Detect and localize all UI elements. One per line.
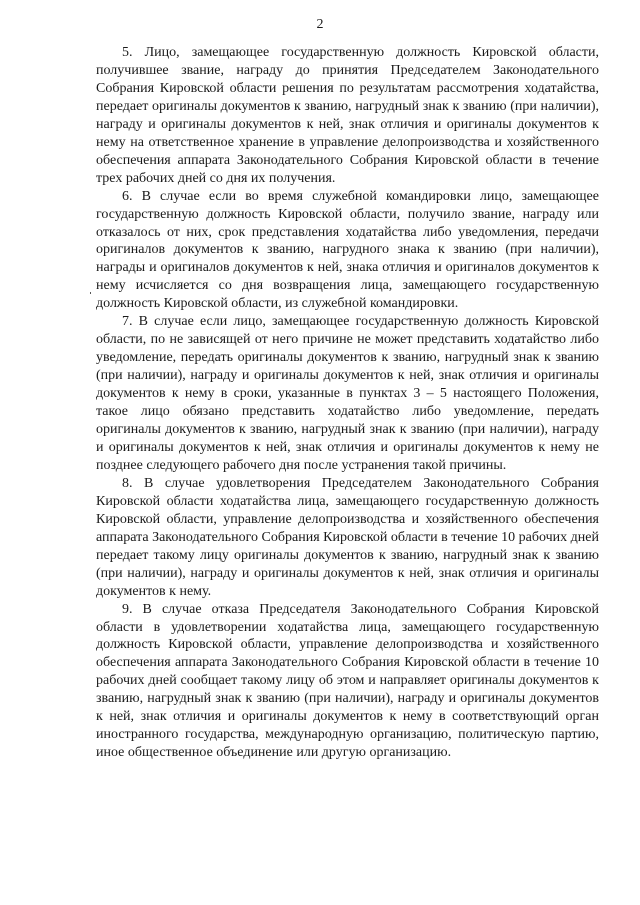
paragraph-8: 8. В случае удовлетворения Председателем Законодательного Собрания Кировской области ходатайства лица, замещающего государственную должность Кировской области, управление делопроизводства и хозяйственного обеспечения аппарата Законодательного Собрания Кировской области в течение 10 рабочих дней передает такому лицу оригиналы документов к званию, нагрудный знак к званию (при наличии), награду и оригиналы документов к ней, знак отличия и оригиналы документов к нему.	[96, 475, 599, 599]
margin-mark	[90, 292, 91, 294]
document-body	[96, 44, 599, 762]
paragraph-9: 9. В случае отказа Председателя Законодательного Собрания Кировской области в удовлетворении ходатайства лица, замещающего государственную должность Кировской области, управление делопроизводства и хозяйственного обеспечения аппарата Законодательного Собрания Кировской области в течение 10 рабочих дней сообщает такому лицу об этом и направляет оригиналы документов к званию, нагрудный знак к званию (при наличии), награду и оригиналы документов к ней, знак отличия и оригиналы документов к нему в соответствующий орган иностранного государства, международную организацию, политическую партию, иное общественное объединение или другую организацию.	[96, 601, 599, 761]
paragraph-6: 6. В случае если во время служебной командировки лицо, замещающее государственную должность Кировской области, получило звание, награду или отказалось от них, срок представления ходатайства либо уведомления, передачи оригиналов документов к званию, нагрудного знака к званию (при наличии), награды и оригиналов документов к ней, знака отличия и оригиналов документов к нему исчисляется со дня возвращения лица, замещающего государственную должность Кировской области, из служебной командировки.	[96, 188, 599, 312]
page-number: 2	[316, 17, 324, 32]
paragraph-7: 7. В случае если лицо, замещающее государственную должность Кировской области, по не зависящей от него причине не может представить ходатайство либо уведомление, передать оригиналы документов к званию, нагрудный знак к званию (при наличии), награду и оригиналы документов к ней, знак отличия и оригиналы документов к нему в сроки, указанные в пунктах 3 – 5 настоящего Положения, такое лицо обязано представить ходатайство либо уведомление, передать оригиналы документов к званию, нагрудный знак к званию (при наличии), награду и оригиналы документов к ней, знак отличия и оригиналы документов к нему не позднее следующего рабочего дня после устранения такой причины.	[96, 314, 599, 473]
paragraph-5: 5. Лицо, замещающее государственную должность Кировской области, получившее звание, награду до принятия Председателем Законодательного Собрания Кировской области решения по результатам рассмотрения ходатайства, передает оригиналы документов к званию, нагрудный знак к званию (при наличии), награду и оригиналы документов к ней, знак отличия и оригиналы документов к нему на ответственное хранение в управление делопроизводства и хозяйственного обеспечения аппарата Законодательного Собрания Кировской области в течение трех рабочих дней со дня их получения.	[96, 45, 599, 186]
